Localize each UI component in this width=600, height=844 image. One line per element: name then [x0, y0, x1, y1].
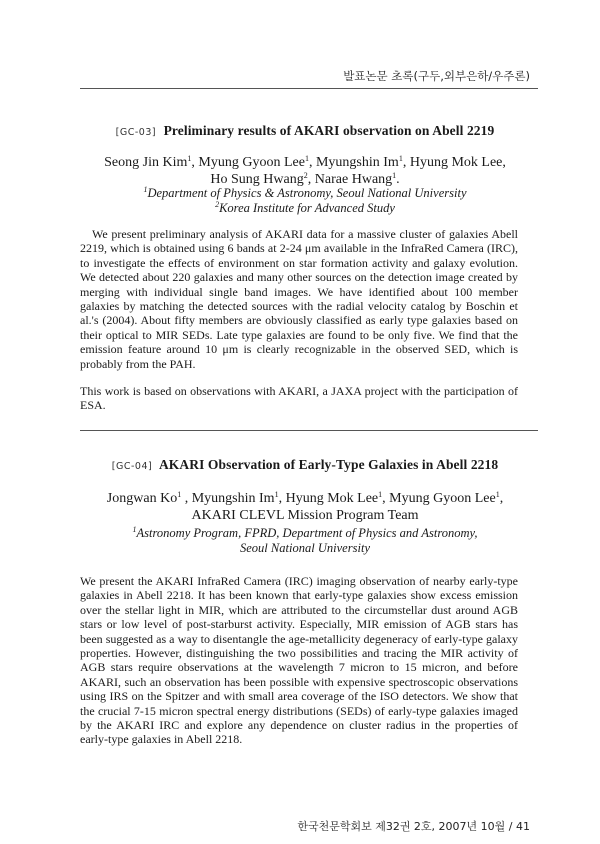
affiliation-line: $^2$Korea Institute for Advanced Study — [215, 200, 395, 215]
abstract-1-title-line — [80, 123, 530, 139]
abstract-2-affiliations — [80, 526, 530, 556]
abstract-paragraph: This work is based on observations with AKARI, a JAXA project with the participation of ESA. — [80, 384, 518, 413]
abstract-1-code: [GC-03] — [115, 127, 157, 138]
abstract-paragraph: We present the AKARI InfraRed Camera (IRC) imaging observation of nearby early-type galaxies in Abell 2218. It has been known that early-type galaxies show excess emission over the stellar light in MIR, which are attributed to the circumstellar dust around AGB stars or low level of post-starburst activity. Especially, MIR emission of AGB stars has been suggested as a way to disentangle the age-metallicity degeneracy of early-type galaxy properties. However, distinguishing the two possibilities and tracing the MIR activity of AGB stars require observations at the wavelength 7 micron to 15 micron, and before AKARI, such an observation has been possible with expensive spectroscopic observations using IRS on the Spitzer and with small area coverage of the ISO detectors. We show that the crucial 7-15 micron spectral energy distributions (SEDs) of early-type galaxies imaged by the AKARI IRC and explore any dependence on cluster radius in the properties of early-type galaxies in Abell 2218. — [80, 574, 518, 747]
abstract-2-body — [80, 574, 518, 747]
author-line: Ho Sung Hwang$^2$, Narae Hwang$^1$. — [210, 171, 400, 187]
abstract-2-authors — [80, 490, 530, 524]
author-line: Seong Jin Kim$^1$, Myung Gyoon Lee$^1$, Myungshin Im$^1$, Hyung Mok Lee, — [104, 154, 506, 170]
author-line: AKARI CLEVL Mission Program Team — [191, 508, 419, 523]
top-divider — [80, 88, 538, 89]
abstract-1-title: Preliminary results of AKARI observation on Abell 2219 — [163, 123, 495, 138]
journal-section-label: 발표논문 초록(구두,외부은하/우주론) — [343, 69, 530, 83]
abstract-1-body — [80, 227, 518, 413]
abstract-2-title: AKARI Observation of Early-Type Galaxies in Abell 2218 — [158, 457, 499, 472]
abstract-1-affiliations — [80, 186, 530, 216]
affiliation-line: $^1$Department of Physics & Astronomy, Seoul National University — [143, 185, 467, 200]
section-divider — [80, 430, 538, 431]
abstract-paragraph: We present preliminary analysis of AKARI data for a massive cluster of galaxies Abell 2219, which is obtained using 6 bands at 2-24 μm available in the InfraRed Camera (IRC), to investigate the effects of environment on star formation activity and galaxy evolution. We detected about 220 galaxies and many other sources on the detection image created by merging with individual single band images. We have identified about 100 member galaxies by matching the detected sources with the radial velocity catalog by Boschin et al.'s (2004). About fifty members are obviously classified as early type galaxies based on their optical to MIR SEDs. Late type galaxies are found to be only five. We find that the emission feature around 10 μm is clearly recognizable in the observed SED, which is probably from the PAH. — [80, 227, 518, 371]
author-line: Jongwan Ko$^1$ , Myungshin Im$^1$, Hyung Mok Lee$^1$, Myung Gyoon Lee$^1$, — [106, 490, 504, 506]
abstract-2-code: [GC-04] — [111, 461, 153, 472]
affiliation-line: Seoul National University — [239, 541, 370, 555]
affiliation-line: $^1$Astronomy Program, FPRD, Department of Physics and Astronomy, — [132, 525, 478, 540]
abstract-2-title-line — [80, 457, 530, 473]
abstract-1-authors — [80, 154, 530, 188]
page-footer: 한국천문학회보 제32권 2호, 2007년 10월 / 41 — [297, 820, 530, 833]
